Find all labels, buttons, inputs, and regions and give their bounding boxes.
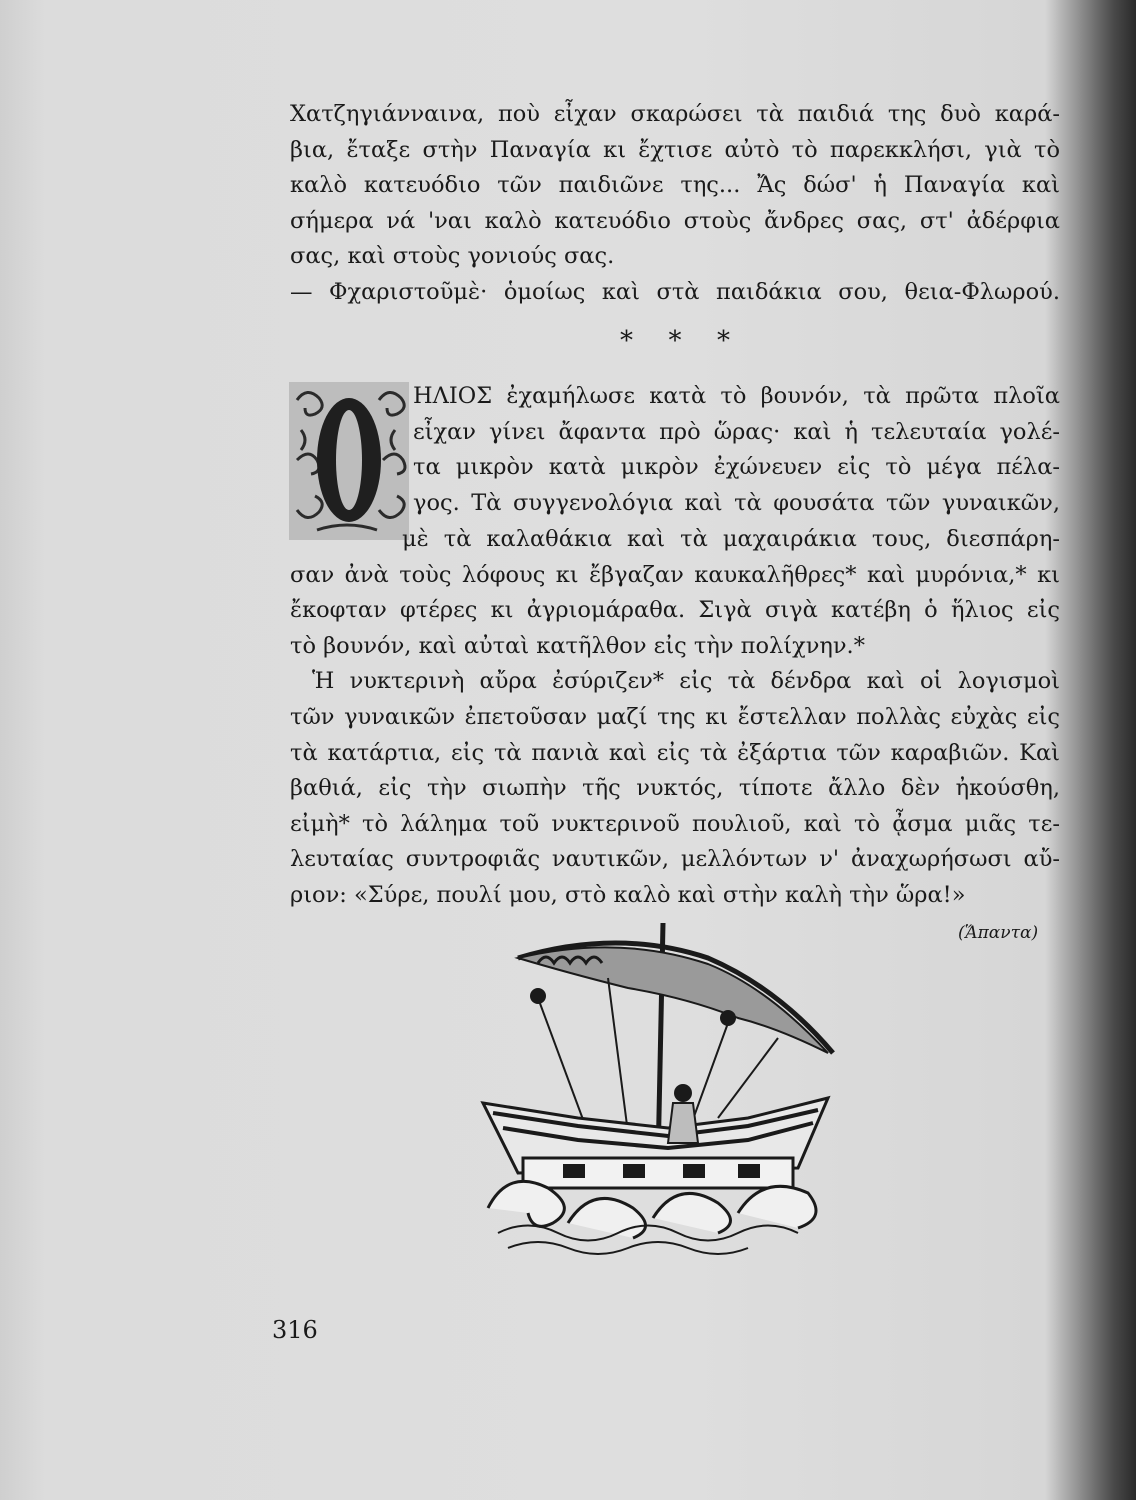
text-line: σήμερα νά 'ναι καλὸ κατευόδιο στοὺς ἄνδρες σας, στ' ἀδέρφια (290, 207, 1060, 234)
source-citation: (Ἅπαντα) (958, 923, 1039, 943)
text-line: Ἡ νυκτερινὴ αὔρα ἐσύριζεν* εἰς τὰ δένδρα καὶ οἱ λογισμοὶ (312, 668, 1060, 695)
text-line: Χατζηγιάνναινα, ποὺ εἶχαν σκαρώσει τὰ παιδιά της δυὸ καρά- (290, 101, 1060, 127)
text-line: εἰμὴ* τὸ λάλημα τοῦ νυκτερινοῦ πουλιοῦ, καὶ τὸ ᾆσμα μιᾶς τε- (290, 810, 1060, 837)
text-line: σαν ἀνὰ τοὺς λόφους κι ἔβγαζαν καυκαλῆθρες* καὶ μυρόνια,* κι (290, 561, 1060, 588)
page-number: 316 (272, 1316, 318, 1344)
text-line: ριον: «Σύρε, πουλί μου, στὸ καλὸ καὶ στὴν καλὴ τὴν ὥρα!» (290, 881, 966, 908)
ship-illustration (478, 918, 838, 1258)
top-paragraph (290, 97, 1060, 311)
text-line: μὲ τὰ καλαθάκια καὶ τὰ μαχαιράκια τους, διεσπάρη- (402, 526, 1060, 552)
text-line: σας, καὶ στοὺς γονιούς σας. (290, 243, 615, 270)
text-line: καλὸ κατευόδιο τῶν παιδιῶνε της... Ἄς δώσ' ἡ Παναγία καὶ (290, 172, 1060, 199)
opening-lines (413, 379, 1060, 521)
text-line: ΗΛΙΟΣ ἐχαμήλωσε κατὰ τὸ βουνόν, τὰ πρῶτα πλοῖα (413, 383, 1060, 409)
text-line: βια, ἔταξε στὴν Παναγία κι ἔχτισε αὐτὸ τὸ παρεκκλήσι, γιὰ τὸ (290, 136, 1060, 163)
text-line: τῶν γυναικῶν ἐπετοῦσαν μαζί της κι ἔστελλαν πολλὰς εὐχὰς εἰς (290, 703, 1060, 730)
text-line: βαθιά, εἰς τὴν σιωπὴν τῆς νυκτός, τίποτε ἄλλο δὲν ἠκούσθη, (290, 775, 1060, 802)
separator-star: * (620, 326, 633, 356)
section-separator (620, 326, 730, 356)
text-line: τα μικρὸν κατὰ μικρὸν ἐχώνευεν εἰς τὸ μέγα πέλα- (413, 454, 1060, 481)
sailing-ship-icon (478, 918, 838, 1258)
separator-star: * (717, 326, 730, 356)
text-line: εἶχαν γίνει ἄφαντα πρὸ ὥρας· καὶ ἡ τελευταία γολέ- (413, 418, 1060, 445)
drop-cap-ornament-icon (287, 380, 411, 542)
text-line: ἔκοφταν φτέρες κι ἀγριομάραθα. Σιγὰ σιγὰ κατέβη ὁ ἥλιος εἰς (290, 597, 1060, 624)
text-line: τὸ βουνόν, καὶ αὐταὶ κατῆλθον εἰς τὴν πολίχνην.* (290, 632, 865, 659)
separator-star: * (668, 326, 682, 356)
ornamental-drop-cap (287, 380, 411, 542)
text-line: λευταίας συντροφιᾶς ναυτικῶν, μελλόντων ν' ἀναχωρήσωσι αὔ- (290, 846, 1060, 873)
reply-line: — Φχαριστοῦμὲ· ὁμοίως καὶ στὰ παιδάκια σου, θεια-Φλωρού. (290, 278, 1060, 305)
text-line: τὰ κατάρτια, εἰς τὰ πανιὰ καὶ εἰς τὰ ἐξάρτια τῶν καραβιῶν. Καὶ (290, 739, 1060, 766)
main-text (290, 522, 1060, 914)
text-line: γος. Τὰ συγγενολόγια καὶ τὰ φουσάτα τῶν γυναικῶν, (413, 489, 1060, 516)
